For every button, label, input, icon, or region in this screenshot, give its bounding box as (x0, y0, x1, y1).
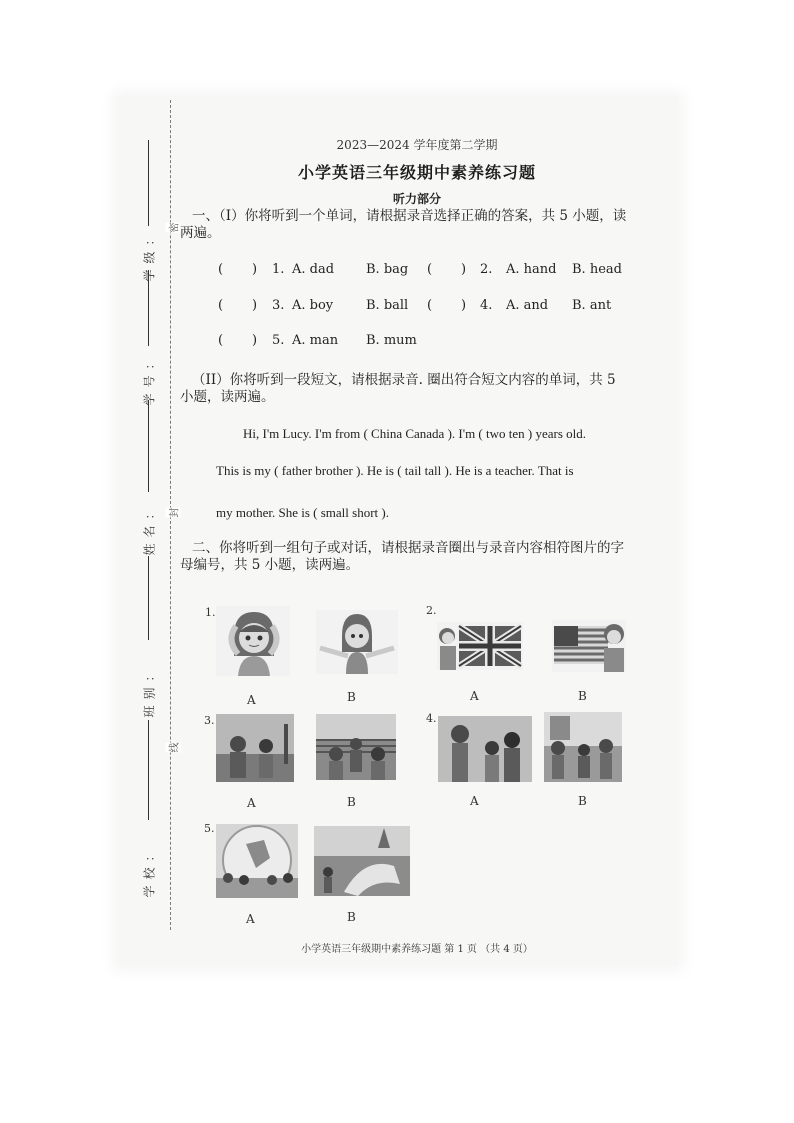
page-title: 小学英语三年级期中素养练习题 (297, 163, 536, 182)
answer-paren[interactable]: ( ) (218, 298, 258, 313)
option-b: B. bag (366, 262, 409, 277)
option-a: A. man (292, 333, 339, 348)
picture-label-b[interactable]: B (347, 690, 356, 704)
option-b: B. ball (366, 298, 409, 313)
option-b: B. head (572, 262, 622, 277)
option-a: A. boy (292, 298, 334, 313)
field-underline (148, 720, 149, 820)
answer-paren[interactable]: ( ) (427, 298, 467, 313)
picture-item-number: 4. (426, 712, 437, 725)
picture-scene-globe[interactable] (216, 824, 298, 898)
field-underline (148, 556, 149, 640)
option-a: A. hand (506, 262, 557, 277)
option-b: B. mum (366, 333, 417, 348)
question-number: 4. (480, 298, 493, 313)
picture-label-a[interactable]: A (247, 693, 256, 707)
seal-mark-mi: 密 (166, 223, 181, 233)
question-number: 3. (272, 298, 285, 313)
answer-paren[interactable]: ( ) (218, 333, 258, 348)
picture-label-a[interactable]: A (247, 796, 256, 810)
picture-scene-slide[interactable] (314, 826, 410, 896)
passage-line-1: Hi, I'm Lucy. I'm from ( China Canada ). I'm ( two ten ) years old. (243, 426, 587, 441)
picture-item-number: 5. (204, 822, 215, 835)
seal-mark-feng: 封 (166, 508, 181, 518)
picture-girl-with-us-flag[interactable] (552, 620, 626, 672)
picture-label-a[interactable]: A (470, 689, 479, 703)
picture-item-number: 2. (426, 604, 437, 617)
option-a: A. dad (292, 262, 335, 277)
section-subtitle: 听力部分 (392, 192, 441, 206)
passage-line-2: This is my ( father brother ). He is ( tail tall ). He is a teacher. That is (216, 463, 574, 478)
margin-field-name: 姓名： (142, 501, 157, 556)
seal-mark-xian: 线 (166, 743, 181, 753)
picture-label-b[interactable]: B (347, 910, 356, 924)
answer-paren[interactable]: ( ) (427, 262, 467, 277)
picture-family-scene-b[interactable] (316, 714, 396, 780)
picture-label-b[interactable]: B (347, 795, 356, 809)
picture-item-number: 1. (205, 606, 216, 619)
picture-people-scene-b[interactable] (544, 712, 622, 782)
picture-label-b[interactable]: B (578, 689, 587, 703)
option-b: B. ant (572, 298, 612, 313)
picture-label-a[interactable]: A (246, 912, 255, 926)
picture-label-a[interactable]: A (470, 794, 479, 808)
picture-people-scene-a[interactable] (438, 716, 532, 782)
field-underline (148, 400, 149, 492)
question-number: 5. (272, 333, 285, 348)
margin-field-grade: 学级： (142, 227, 157, 282)
margin-field-class: 班别： (142, 663, 157, 718)
part2-instruction: （II）你将听到一段短文，请根据录音. 圈出符合短文内容的单词，共 5 小题，读两遍。 (180, 372, 616, 405)
school-year: 2023—2024 学年度第二学期 (336, 138, 498, 152)
picture-girl-touching-head[interactable] (216, 606, 290, 676)
question-number: 2. (480, 262, 493, 277)
picture-family-scene-a[interactable] (216, 714, 294, 782)
section2-instruction: 二、你将听到一组句子或对话，请根据录音圈出与录音内容相符图片的字母编号，共 5 小题，读两遍。 (180, 540, 624, 573)
answer-paren[interactable]: ( ) (218, 262, 258, 277)
option-a: A. and (506, 298, 549, 313)
passage-line-3: my mother. She is ( small short ). (216, 505, 389, 520)
picture-label-b[interactable]: B (578, 794, 587, 808)
margin-field-student-number: 学号： (142, 351, 157, 406)
page-footer: 小学英语三年级期中素养练习题 第 1 页 （共 4 页） (301, 944, 533, 955)
picture-girl-with-uk-flag[interactable] (437, 622, 523, 670)
margin-field-school: 学校： (142, 843, 157, 898)
question-number: 1. (272, 262, 285, 277)
picture-item-number: 3. (204, 714, 215, 727)
part1-instruction: 一、（I）你将听到一个单词，请根据录音选择正确的答案，共 5 小题，读两遍。 (180, 208, 627, 241)
picture-girl-arms-open[interactable] (316, 610, 398, 674)
